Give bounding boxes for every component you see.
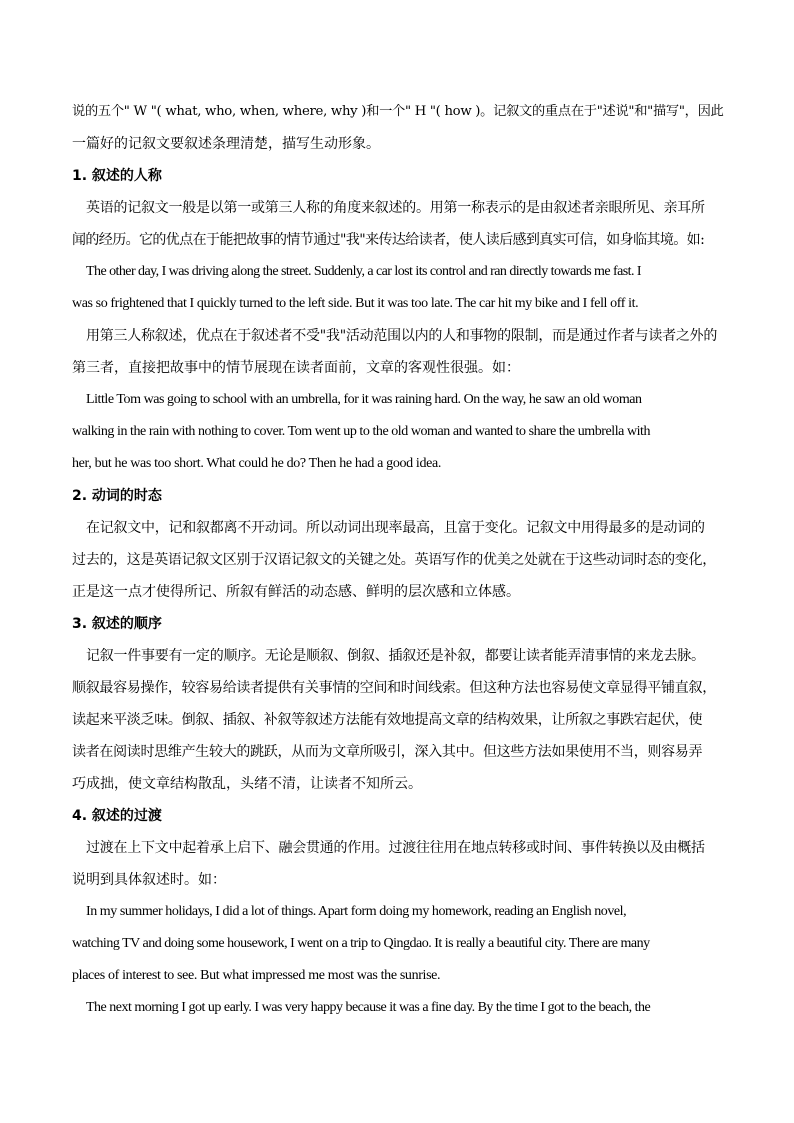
paragraph-line: 用第三人称叙述，优点在于叙述者不受"我"活动范围以内的人和事物的限制，而是通过作者与读者之外的 — [86, 328, 718, 344]
paragraph-line: 在记叙文中，记和叙都离不开动词。所以动词出现率最高，且富于变化。记叙文中用得最多的是动词的 — [86, 520, 705, 536]
example-line: her, but he was too short. What could he do? Then he had a good idea. — [72, 456, 441, 471]
paragraph-line: 巧成拙，使文章结构散乱，头绪不清，让读者不知所云。 — [72, 776, 422, 792]
paragraph-line: 说明到具体叙述时。如： — [72, 872, 226, 888]
paragraph-line: 读起来平淡乏味。倒叙、插叙、补叙等叙述方法能有效地提高文章的结构效果，让所叙之事跌宕起伏，使 — [72, 712, 703, 728]
paragraph-line: 过渡在上下文中起着承上启下、融会贯通的作用。过渡往往用在地点转移或时间、事件转换以及由概括 — [86, 840, 705, 856]
example-line: places of interest to see. But what impressed me most was the sunrise. — [72, 968, 441, 983]
example-line: was so frightened that I quickly turned to the left side. But it was too late. The car hit my bike and I fell off it. — [72, 296, 639, 311]
paragraph-line: 英语的记叙文一般是以第一或第三人称的角度来叙述的。用第一称表示的是由叙述者亲眼所见、亲耳所 — [86, 200, 705, 216]
paragraph-line: 顺叙最容易操作，较容易给读者提供有关事情的空间和时间线索。但这种方法也容易使文章显得平铺直叙， — [72, 680, 716, 696]
intro-line-2: 一篇好的记叙文要叙述条理清楚，描写生动形象。 — [72, 136, 380, 152]
paragraph-line: 记叙一件事要有一定的顺序。无论是顺叙、倒叙、插叙还是补叙，都要让读者能弄清事情的来龙去脉。 — [86, 648, 705, 664]
example-line: The other day, I was driving along the street. Suddenly, a car lost its control and ran directly towards me fast. I — [86, 264, 642, 279]
example-line: watching TV and doing some housework, I went on a trip to Qingdao. It is really a beautiful city. There are many — [72, 936, 650, 951]
section-heading-2: 2. 动词的时态 — [72, 488, 162, 504]
paragraph-line: 读者在阅读时思维产生较大的跳跃，从而为文章所吸引，深入其中。但这些方法如果使用不当，则容易弄 — [72, 744, 703, 760]
example-line: walking in the rain with nothing to cover. Tom went up to the old woman and wanted to share the umbrella with — [72, 424, 651, 439]
paragraph-line: 第三者，直接把故事中的情节展现在读者面前，文章的客观性很强。如： — [72, 360, 520, 376]
intro-line-1: 说的五个" W "( what, who, when, where, why )和一个" H "( how )。记叙文的重点在于"述说"和"描写"，因此 — [72, 104, 724, 119]
section-heading-1: 1. 叙述的人称 — [72, 168, 162, 184]
example-line: The next morning I got up early. I was very happy because it was a fine day. By the time I got to the beach, the — [86, 1000, 651, 1015]
paragraph-line: 过去的，这是英语记叙文区别于汉语记叙文的关键之处。英语写作的优美之处就在于这些动词时态的变化， — [72, 552, 716, 568]
section-heading-4: 4. 叙述的过渡 — [72, 808, 162, 824]
example-line: In my summer holidays, I did a lot of things. Apart form doing my homework, reading an English novel, — [86, 904, 627, 919]
section-heading-3: 3. 叙述的顺序 — [72, 616, 162, 632]
paragraph-line: 正是这一点才使得所记、所叙有鲜活的动态感、鲜明的层次感和立体感。 — [72, 584, 520, 600]
example-line: Little Tom was going to school with an umbrella, for it was raining hard. On the way, he saw an old woman — [86, 392, 642, 407]
paragraph-line: 闻的经历。它的优点在于能把故事的情节通过"我"来传达给读者，使人读后感到真实可信，如身临其境。如: — [72, 232, 705, 248]
